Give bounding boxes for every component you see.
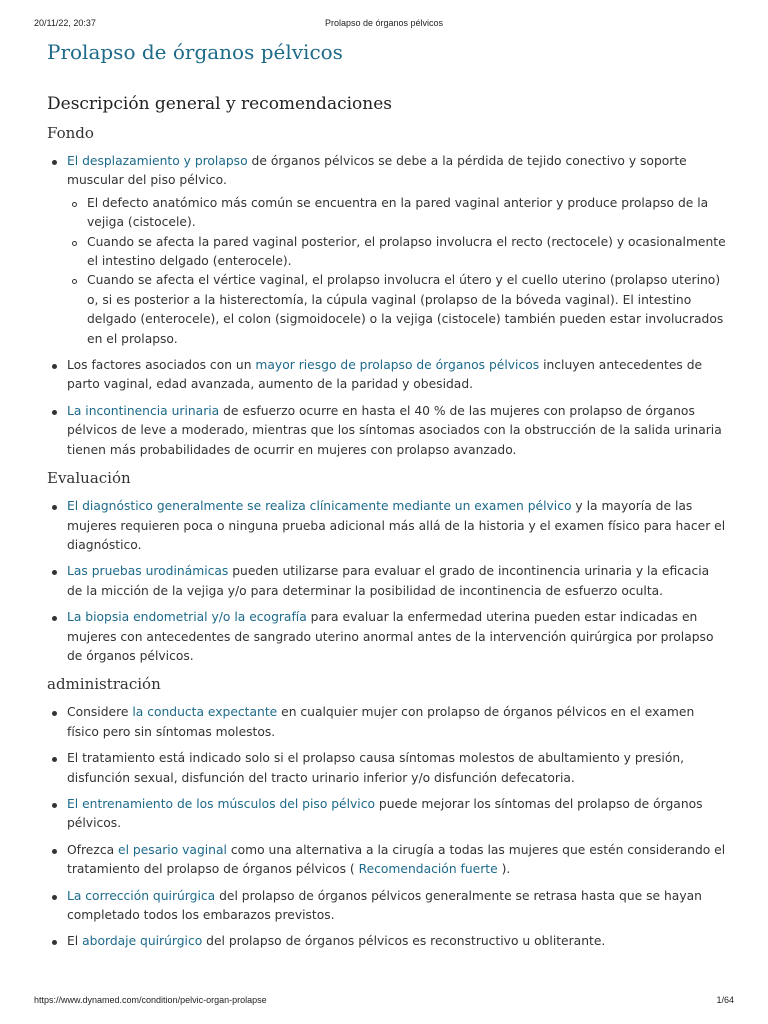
page-title: Prolapso de órganos pélvicos: [47, 40, 343, 64]
item-text: para evaluar la enfermedad uterina pueden estar indicadas en mujeres con antecedentes de sangrado uterino anormal antes de la intervención quirúrgica por prolapso de órganos pélvicos.: [67, 610, 714, 663]
link-incontinencia[interactable]: La incontinencia urinaria: [67, 403, 220, 418]
list-item: [47, 608, 727, 666]
link-pesario[interactable]: el pesario vaginal: [118, 842, 227, 857]
item-text: del prolapso de órganos pélvicos generalmente se retrasa hasta que se hayan completado todos los embarazos previstos.: [67, 888, 702, 922]
link-recomendacion-fuerte[interactable]: Recomendación fuerte: [358, 862, 498, 877]
item-text: Los factores asociados con un: [67, 358, 256, 373]
item-text: incluyen antecedentes de parto vaginal, edad avanzada, aumento de la paridad y obesidad.: [67, 358, 703, 392]
sub-list-item: Cuando se afecta la pared vaginal posterior, el prolapso involucra el recto (rectocele) y ocasionalmente el intestino delgado (enterocele).: [67, 233, 727, 272]
list-item: [47, 356, 727, 395]
item-text: ).: [497, 862, 511, 877]
item-text: Considere: [67, 705, 133, 720]
list-item: [47, 703, 727, 742]
item-text: y la mayoría de las mujeres requieren poca o ninguna prueba adicional más allá de la historia y el examen físico para hacer el diagnóstico.: [67, 499, 726, 552]
list-item: [47, 152, 727, 349]
link-entrenamiento[interactable]: El entrenamiento de los músculos del piso pélvico: [67, 796, 376, 811]
fondo-list: [47, 152, 727, 460]
link-conducta-expectante[interactable]: la conducta expectante: [132, 705, 278, 720]
link-riesgo[interactable]: mayor riesgo de prolapso de órganos pélvicos: [255, 358, 540, 373]
heading-evaluacion: Evaluación: [47, 469, 131, 488]
link-biopsia[interactable]: La biopsia endometrial y/o la ecografía: [67, 610, 307, 625]
sub-list-item: Cuando se afecta el vértice vaginal, el prolapso involucra el útero y el cuello uterino (prolapso uterino) o, si es posterior a la histerectomía, la cúpula vaginal (prolapso de la bóveda vaginal). El intestino delgado (enterocele), el colon (sigmoidocele) o la vejiga (cistocele) también pueden estar involucrados en el prolapso.: [67, 271, 727, 349]
list-item: [47, 749, 727, 788]
list-item: [47, 497, 727, 555]
list-item: [47, 887, 727, 926]
evaluacion-list: [47, 497, 727, 666]
print-url: https://www.dynamed.com/condition/pelvic-organ-prolapse: [34, 995, 267, 1005]
article: [47, 38, 727, 959]
list-item: [47, 932, 727, 951]
print-datetime: 20/11/22, 20:37: [34, 18, 96, 28]
item-text: pueden utilizarse para evaluar el grado de incontinencia urinaria y la eficacia de la micción de la vejiga y/o para determinar la posibilidad de incontinencia de esfuerzo oculta.: [67, 564, 710, 598]
list-item: [47, 841, 727, 880]
print-page-title: Prolapso de órganos pélvicos: [324, 18, 444, 28]
administracion-list: [47, 703, 727, 951]
sub-list-item: El defecto anatómico más común se encuentra en la pared vaginal anterior y produce prolapso de la vejiga (cistocele).: [67, 194, 727, 233]
list-item: [47, 402, 727, 460]
heading-administracion: administración: [47, 675, 161, 694]
item-text: de órganos pélvicos se debe a la pérdida de tejido conectivo y soporte muscular del piso pélvico.: [67, 154, 687, 188]
fondo-sublist: [67, 194, 727, 349]
link-abordaje-quirurgico[interactable]: abordaje quirúrgico: [82, 934, 203, 949]
item-text: como una alternativa a la cirugía a todas las mujeres que estén considerando el tratamiento del prolapso de órganos pélvicos (: [67, 842, 726, 877]
item-text: del prolapso de órganos pélvicos es reconstructivo u obliterante.: [202, 934, 606, 949]
item-text: El: [67, 934, 83, 949]
page-counter: 1/64: [716, 995, 734, 1005]
list-item: [47, 562, 727, 601]
item-text: El tratamiento está indicado solo si el prolapso causa síntomas molestos de abultamiento y presión, disfunción sexual, disfunción del tracto urinario inferior y/o disfunción defecatoria.: [67, 751, 685, 785]
item-text: en cualquier mujer con prolapso de órganos pélvicos en el examen físico pero sin síntomas molestos.: [67, 705, 695, 739]
link-diagnostico[interactable]: El diagnóstico generalmente se realiza clínicamente mediante un examen pélvico: [67, 499, 572, 514]
heading-fondo: Fondo: [47, 124, 94, 142]
link-correccion-quirurgica[interactable]: La corrección quirúrgica: [67, 888, 216, 903]
link-desplazamiento[interactable]: El desplazamiento y prolapso: [67, 154, 248, 168]
item-text: puede mejorar los síntomas del prolapso de órganos pélvicos.: [67, 796, 703, 831]
item-text: Ofrezca: [67, 842, 119, 857]
link-urodinamicas[interactable]: Las pruebas urodinámicas: [67, 564, 229, 579]
section-title: Descripción general y recomendaciones: [47, 94, 393, 114]
list-item: [47, 795, 727, 834]
item-text: de esfuerzo ocurre en hasta el 40 % de las mujeres con prolapso de órganos pélvicos de leve a moderado, mientras que los síntomas asociados con la obstrucción de la salida urinaria tienen más probabilidades de ocurrir en mujeres con prolapso avanzado.: [67, 403, 722, 457]
